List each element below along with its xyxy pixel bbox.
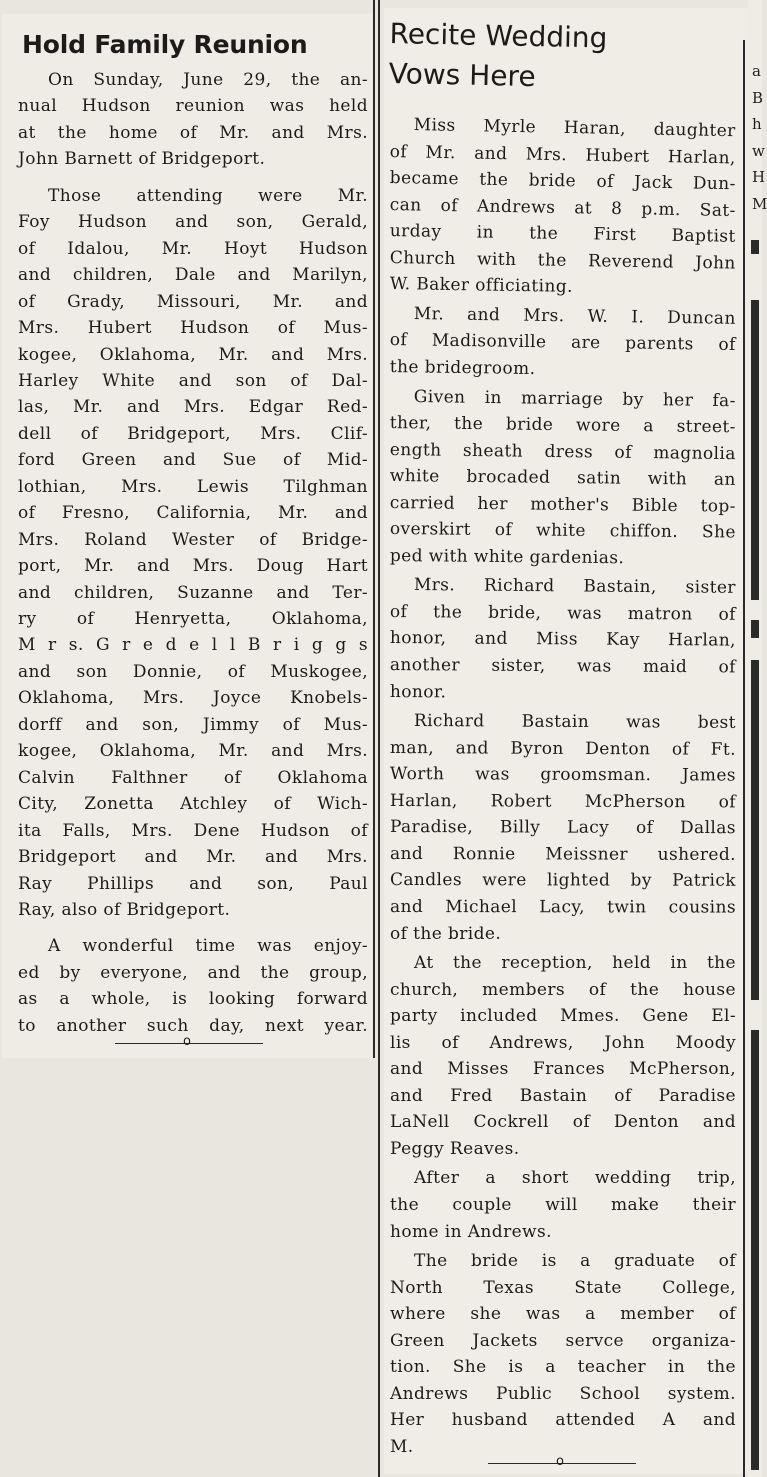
reunion-text-line: A wonderful time was enjoy- [48, 936, 368, 957]
article-end-mark [115, 1034, 263, 1049]
wedding-text-line: North Texas State College, [390, 1277, 736, 1298]
reunion-text-line: On Sunday, June 29, the an- [48, 70, 368, 90]
wedding-text-line: carried her mother's Bible top- [389, 492, 736, 517]
adjacent-column-letter: H [752, 168, 766, 186]
wedding-text-line: Andrews Public School system. [390, 1383, 736, 1404]
reunion-text-line: Those attending were Mr. [48, 185, 368, 206]
reunion-text-line: and children, Suzanne and Ter- [18, 582, 368, 603]
column-edge-mark [751, 240, 759, 254]
wedding-text-line: Harlan, Robert McPherson of [389, 790, 736, 813]
column-rule [743, 40, 745, 1477]
reunion-text-line: ed by everyone, and the group, [18, 962, 368, 983]
reunion-text-line: of Fresno, California, Mr. and [18, 503, 368, 524]
wedding-text-line: man, and Byron Denton of Ft. [389, 737, 736, 760]
reunion-text-line: kogee, Oklahoma, Mr. and Mrs. [18, 344, 368, 365]
reunion-text-line: las, Mr. and Mrs. Edgar Red- [18, 397, 368, 418]
wedding-text-line: ped with white gardenias. [389, 545, 625, 569]
reunion-text-line: port, Mr. and Mrs. Doug Hart [18, 556, 368, 577]
wedding-text-line: ther, the bride wore a street- [389, 413, 736, 438]
reunion-text-line: ry of Henryetta, Oklahoma, [18, 609, 368, 629]
reunion-text-line: ford Green and Sue of Mid- [18, 450, 368, 471]
wedding-text-line: honor, and Miss Kay Harlan, [389, 628, 736, 652]
wedding-text-line: and Ronnie Meissner ushered. [389, 843, 736, 865]
reunion-text-line: Bridgeport and Mr. and Mrs. [18, 847, 368, 868]
wedding-text-line: white brocaded satin with an [389, 466, 736, 491]
wedding-text-line: overskirt of white chiffon. She [389, 519, 736, 543]
wedding-headline-line-1: Recite Wedding [389, 16, 608, 55]
wedding-text-line: lis of Andrews, John Moody [390, 1032, 736, 1053]
column-rule [378, 0, 380, 1477]
wedding-text-line: of Madisonville are parents of [389, 330, 736, 356]
wedding-text-line: Miss Myrle Haran, daughter [413, 114, 736, 142]
wedding-text-line: where she was a member of [390, 1304, 736, 1325]
reunion-text-line: Ray Phillips and son, Paul [18, 873, 368, 894]
reunion-text-line: John Barnett of Bridgeport. [18, 149, 266, 170]
wedding-headline-line-2: Vows Here [388, 56, 536, 94]
wedding-text-line: Church with the Reverend John [389, 247, 736, 274]
reunion-text-line: of Idalou, Mr. Hoyt Hudson [18, 238, 368, 259]
reunion-text-line: to another such day, next year. [18, 1015, 368, 1036]
reunion-text-line: as a whole, is looking forward [18, 989, 368, 1010]
wedding-text-line: The bride is a graduate of [414, 1251, 736, 1272]
end-mark-glyph: o [556, 1454, 564, 1469]
wedding-text-line: the bridegroom. [389, 356, 536, 379]
wedding-text-line: Paradise, Billy Lacy of Dallas [389, 817, 736, 839]
article-end-mark [488, 1454, 636, 1469]
column-edge-mark [751, 620, 759, 638]
reunion-text-line: City, Zonetta Atchley of Wich- [18, 794, 368, 815]
reunion-text-line: of Grady, Missouri, Mr. and [18, 291, 368, 312]
wedding-text-line: and Fred Bastain of Paradise [390, 1085, 736, 1106]
column-edge-mark [751, 660, 759, 1000]
wedding-text-line: party included Mmes. Gene El- [390, 1006, 736, 1027]
column-edge-mark [751, 1030, 759, 1470]
wedding-text-line: ength sheath dress of magnolia [389, 439, 736, 464]
column-rule [373, 0, 375, 1058]
wedding-text-line: the couple will make their [390, 1195, 736, 1215]
wedding-text-line: home in Andrews. [390, 1221, 552, 1242]
reunion-headline: Hold Family Reunion [22, 30, 308, 59]
wedding-text-line: At the reception, held in the [414, 953, 736, 974]
reunion-text-line: Ray, also of Bridgeport. [18, 899, 231, 920]
reunion-text-line: lothian, Mrs. Lewis Tilghman [18, 476, 368, 497]
reunion-text-line: Mrs. Hubert Hudson of Mus- [18, 318, 368, 339]
wedding-text-line: church, members of the house [390, 979, 736, 1000]
end-mark-glyph: o [183, 1034, 191, 1049]
wedding-text-line: Candles were lighted by Patrick [389, 870, 736, 892]
wedding-text-line: Richard Bastain was best [413, 711, 736, 733]
wedding-text-line: Green Jackets servce organiza- [390, 1330, 736, 1351]
wedding-text-line: of Mr. and Mrs. Hubert Harlan, [389, 141, 736, 168]
adjacent-column-letter: h [752, 115, 762, 133]
wedding-text-line: Mr. and Mrs. W. I. Duncan [413, 303, 736, 329]
wedding-headline [388, 14, 607, 99]
wedding-text-line: of the bride. [390, 923, 502, 944]
reunion-text-line: nual Hudson reunion was held [18, 96, 368, 117]
wedding-text-line: Her husband attended A and [390, 1410, 736, 1431]
wedding-text-line: urday in the First Baptist [389, 221, 736, 247]
wedding-text-line: Worth was groomsman. James [389, 764, 736, 786]
reunion-text-line: and children, Dale and Marilyn, [18, 265, 368, 286]
adjacent-column-letter: M [752, 194, 767, 213]
wedding-text-line: can of Andrews at 8 p.m. Sat- [389, 194, 736, 221]
wedding-text-line: another sister, was maid of [389, 654, 736, 678]
wedding-text-line: honor. [389, 681, 447, 702]
column-edge-mark [751, 300, 759, 600]
reunion-text-line: Oklahoma, Mrs. Joyce Knobels- [18, 688, 368, 709]
wedding-text-line: After a short wedding trip, [414, 1168, 736, 1189]
wedding-text-line: W. Baker officiating. [389, 274, 574, 298]
reunion-text-line: dell of Bridgeport, Mrs. Clif- [18, 423, 368, 444]
wedding-text-line: Mrs. Richard Bastain, sister [413, 575, 736, 599]
wedding-text-line: Peggy Reaves. [390, 1138, 520, 1159]
adjacent-column-letter: B [752, 88, 764, 107]
wedding-text-line: M. [390, 1436, 414, 1457]
reunion-text-line: M r s. G r e d e l l B r i g g s [18, 635, 368, 656]
adjacent-column-letter: w [752, 141, 765, 160]
wedding-text-line: of the bride, was matron of [389, 601, 736, 625]
wedding-text-line: LaNell Cockrell of Denton and [390, 1112, 736, 1133]
reunion-text-line: and son Donnie, of Muskogee, [18, 661, 368, 682]
wedding-text-line: tion. She is a teacher in the [390, 1357, 736, 1378]
reunion-text-line: Calvin Falthner of Oklahoma [18, 767, 368, 788]
wedding-text-line: and Michael Lacy, twin cousins [389, 896, 736, 918]
reunion-text-line: kogee, Oklahoma, Mr. and Mrs. [18, 741, 368, 762]
wedding-text-line: and Misses Frances McPherson, [390, 1059, 736, 1080]
reunion-text-line: Mrs. Roland Wester of Bridge- [18, 529, 368, 550]
reunion-text-line: Foy Hudson and son, Gerald, [18, 212, 368, 233]
wedding-text-line: became the bride of Jack Dun- [389, 168, 736, 195]
reunion-text-line: dorff and son, Jimmy of Mus- [18, 714, 368, 735]
reunion-text-line: at the home of Mr. and Mrs. [18, 122, 368, 143]
reunion-text-line: ita Falls, Mrs. Dene Hudson of [18, 820, 368, 841]
reunion-text-line: Harley White and son of Dal- [18, 370, 368, 391]
wedding-text-line: Given in marriage by her fa- [413, 386, 736, 411]
adjacent-column-letter: a [752, 62, 761, 80]
